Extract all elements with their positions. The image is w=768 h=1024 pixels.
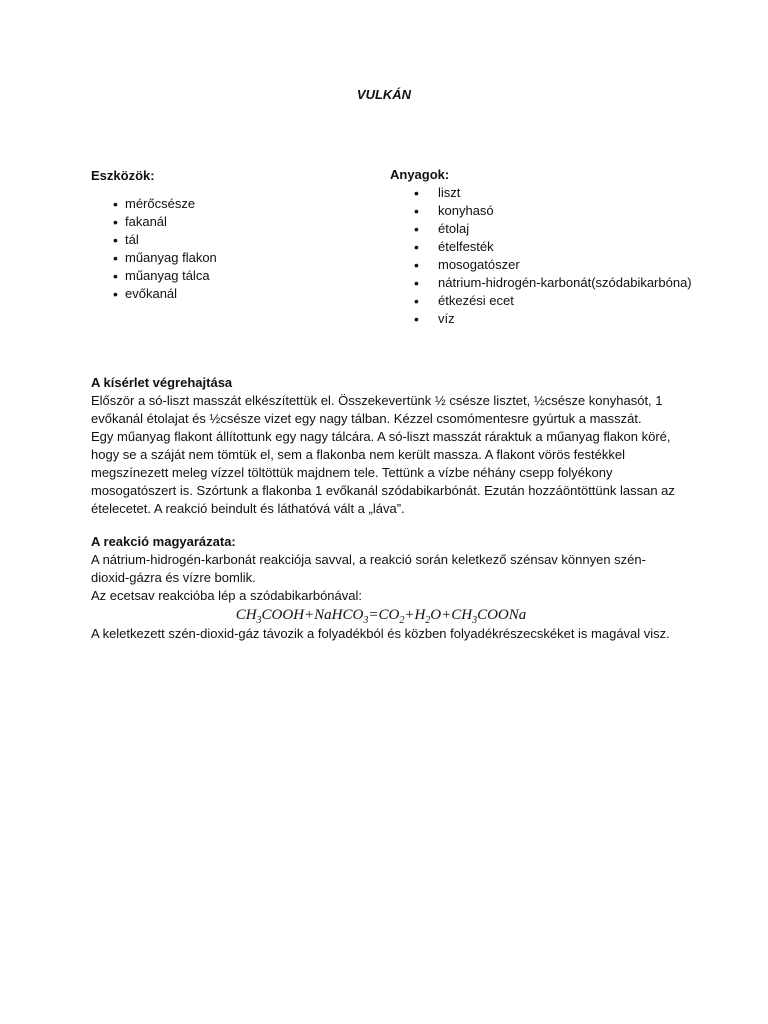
list-item: • tál <box>91 231 217 249</box>
materials-heading: Anyagok: <box>390 167 450 182</box>
experiment-heading: A kísérlet végrehajtása <box>91 375 233 390</box>
equation-part: +H <box>404 607 426 623</box>
equation-part: =CO <box>368 607 400 623</box>
list-item: • műanyag flakon <box>91 249 217 267</box>
explanation-section <box>91 533 691 643</box>
materials-section <box>390 166 692 328</box>
paragraph-line: Először a só-liszt masszát elkészítettük el. Összekevertünk ½ csésze lisztet, ½csésze konyhasót, 1 <box>91 393 663 408</box>
tools-section <box>91 167 217 303</box>
list-item: • evőkanál <box>91 285 217 303</box>
list-item: • műanyag tálca <box>91 267 217 285</box>
equation-subscript: 3 <box>256 615 262 626</box>
paragraph-line: dioxid-gázra és vízre bomlik. <box>91 570 256 585</box>
page-title: VULKÁN <box>356 87 412 102</box>
paragraph-line: hogy se a száját nem tömtük el, sem a flakonba nem került massza. A flakont vörös festékkel <box>91 447 625 462</box>
equation-part: O+CH <box>430 607 473 623</box>
equation-part: COONa <box>477 607 527 623</box>
list-item: • mosogatószer <box>390 256 692 274</box>
materials-list <box>390 184 692 328</box>
experiment-section <box>91 374 691 518</box>
list-item: • nátrium-hidrogén-karbonát(szódabikarbóna) <box>390 274 692 292</box>
equation-subscript: 2 <box>425 615 431 626</box>
list-item: • liszt <box>390 184 692 202</box>
paragraph-line: ételecetet. A reakció beindult és láthatóvá vált a „láva”. <box>91 501 405 516</box>
list-item: • étkezési ecet <box>390 292 692 310</box>
paragraph-line: evőkanál étolajat és ½csésze vizet egy nagy tálban. Kézzel csomómentesre gyúrtuk a masszát. <box>91 411 642 426</box>
list-item: • mérőcsésze <box>91 195 217 213</box>
chemical-equation <box>91 605 671 625</box>
list-item: • víz <box>390 310 692 328</box>
paragraph-line: Az ecetsav reakcióba lép a szódabikarbónával: <box>91 588 362 603</box>
equation-part: CH <box>235 607 257 623</box>
equation-part: COOH+NaHCO <box>261 607 364 623</box>
equation-subscript: 3 <box>363 615 369 626</box>
list-item: • konyhasó <box>390 202 692 220</box>
list-item: • fakanál <box>91 213 217 231</box>
equation-subscript: 3 <box>472 615 478 626</box>
list-item: • ételfesték <box>390 238 692 256</box>
list-item: • étolaj <box>390 220 692 238</box>
paragraph-line: Egy műanyag flakont állítottunk egy nagy tálcára. A só-liszt masszát ráraktuk a műanyag flakon köré, <box>91 429 671 444</box>
tools-list <box>91 195 217 303</box>
paragraph-line: A keletkezett szén-dioxid-gáz távozik a folyadékból és közben folyadékrészecskéket is magával visz. <box>91 626 670 641</box>
paragraph-line: mosogatószert is. Szórtunk a flakonba 1 evőkanál szódabikarbónát. Ezután hozzáöntöttünk lassan az <box>91 483 675 498</box>
paragraph-line: megszínezett meleg vízzel töltöttük majdnem tele. Tettünk a vízbe néhány csepp folyékony <box>91 465 613 480</box>
explanation-heading: A reakció magyarázata: <box>91 534 236 549</box>
tools-heading: Eszközök: <box>91 168 155 183</box>
equation-subscript: 2 <box>399 615 405 626</box>
paragraph-line: A nátrium-hidrogén-karbonát reakciója savval, a reakció során keletkező szénsav könnyen szén- <box>91 552 646 567</box>
